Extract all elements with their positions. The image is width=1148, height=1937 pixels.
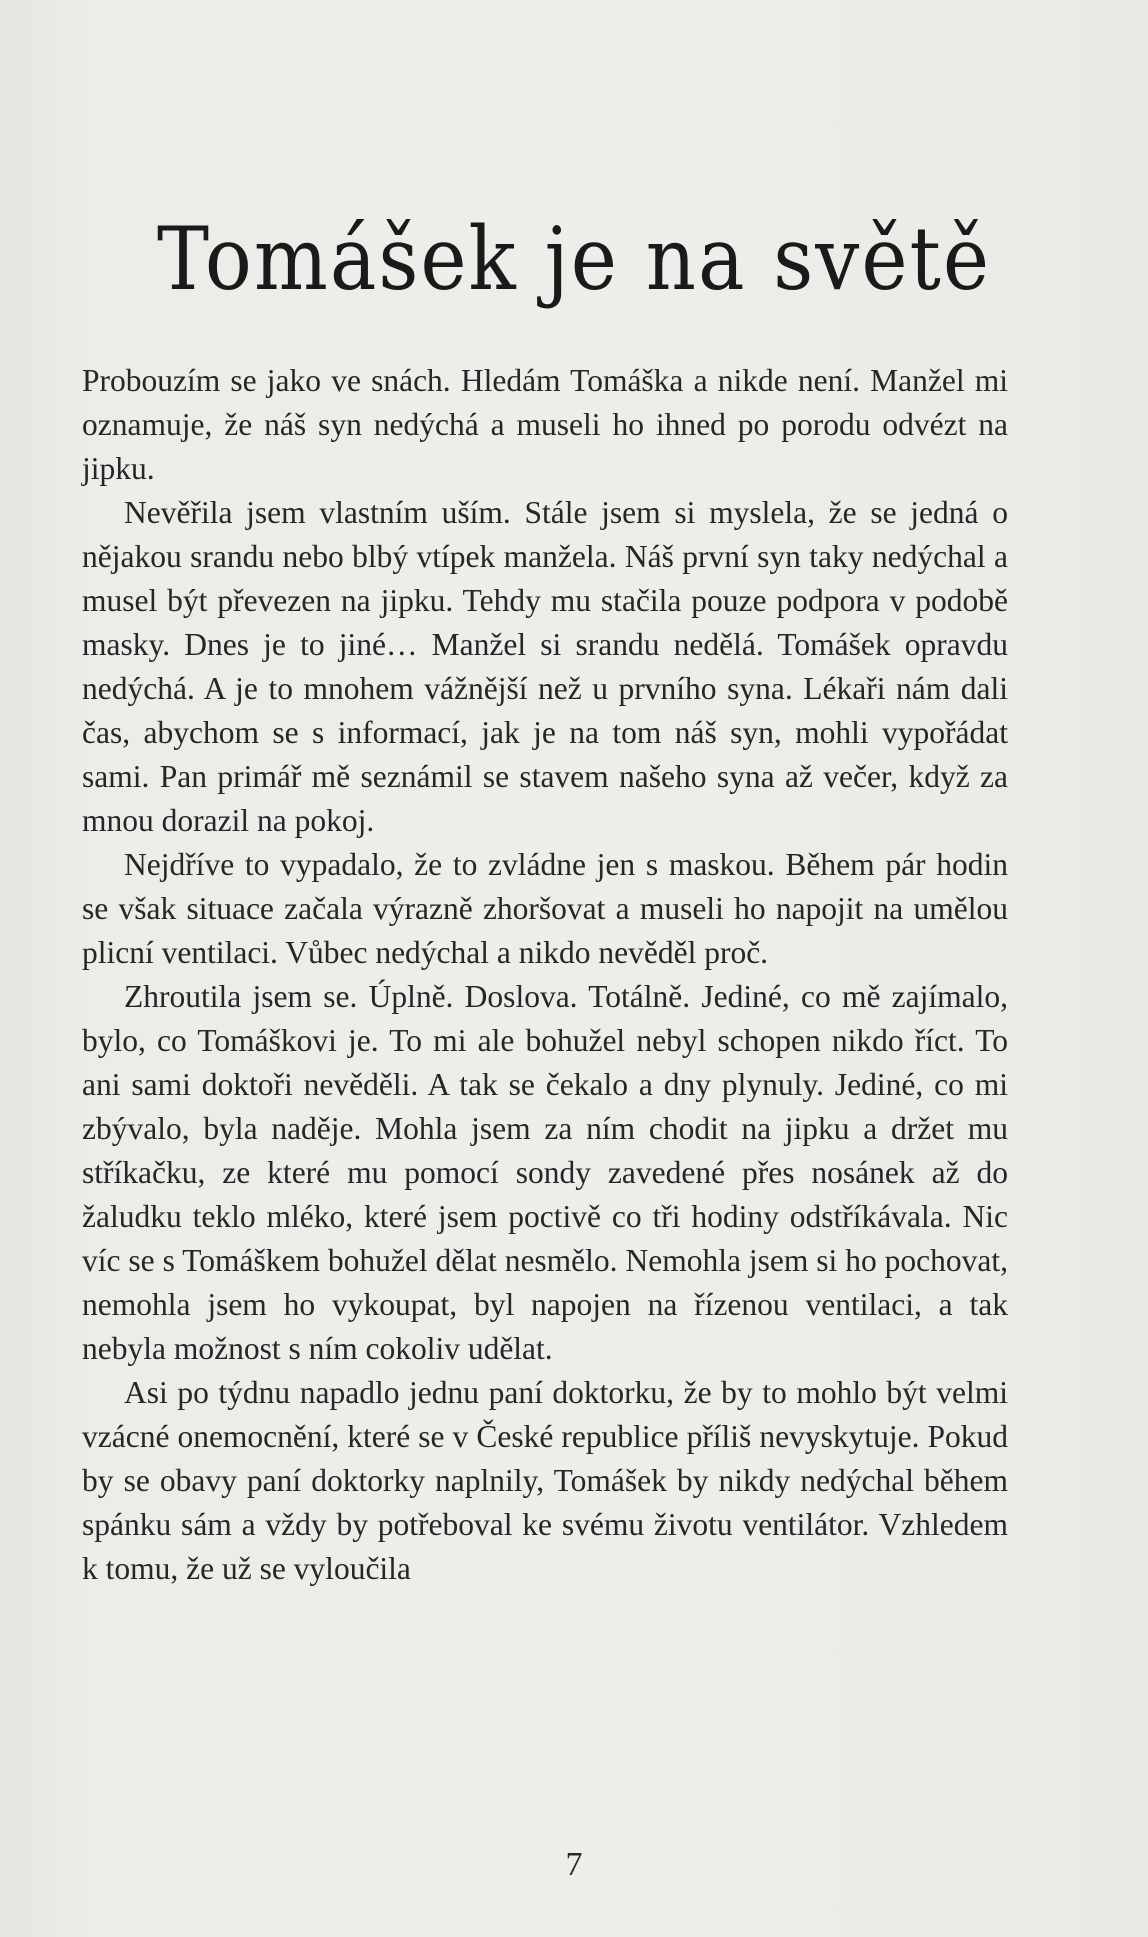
paragraph: Probouzím se jako ve snách. Hledám Tomáška a nikde není. Manžel mi oznamuje, že náš syn nedýchá a museli ho ihned po porodu odvézt na jipku. [82, 363, 1008, 486]
chapter-body [82, 359, 1008, 1591]
paragraph: Nevěřila jsem vlastním uším. Stále jsem si myslela, že se jedná o nějakou srandu nebo blbý vtípek manžela. Náš první syn taky nedýchal a musel být převezen na jipku. Tehdy mu stačila pouze podpora v podobě masky. Dnes je to jiné… Manžel si srandu nedělá. Tomášek opravdu nedýchá. A je to mnohem vážnější než u prvního syna. Lékaři nám dali čas, abychom se s informací, jak je na tom náš syn, mohli vypořádat sami. Pan primář mě seznámil se stavem našeho syna až večer, když za mnou dorazil na pokoj. [82, 495, 1008, 838]
paragraph: Asi po týdnu napadlo jednu paní doktorku, že by to mohlo být velmi vzácné onemocnění, které se v České republice příliš nevyskytuje. Pokud by se obavy paní doktorky naplnily, Tomášek by nikdy nedýchal během spánku sám a vždy by potřeboval ke svému životu ventilátor. Vzhledem k tomu, že už se vyloučila [82, 1375, 1008, 1586]
paragraph: Nejdříve to vypadalo, že to zvládne jen s maskou. Během pár hodin se však situace začala výrazně zhoršovat a museli ho napojit na umělou plicní ventilaci. Vůbec nedýchal a nikdo nevěděl proč. [82, 847, 1008, 970]
page-number: 7 [565, 1846, 583, 1883]
paragraph: Zhroutila jsem se. Úplně. Doslova. Totálně. Jediné, co mě zajímalo, bylo, co Tomáškovi je. To mi ale bohužel nebyl schopen nikdo říct. To ani sami doktoři nevěděli. A tak se čekalo a dny plynuly. Jediné, co mi zbývalo, byla naděje. Mohla jsem za ním chodit na jipku a držet mu stříkačku, ze které mu pomocí sondy zavedené přes nosánek až do žaludku teklo mléko, které jsem poctivě co tři hodiny odstříkávala. Nic víc se s Tomáškem bohužel dělat nesmělo. Nemohla jsem si ho pochovat, nemohla jsem ho vykoupat, byl napojen na řízenou ventilaci, a tak nebyla možnost s ním cokoliv udělat. [82, 979, 1008, 1366]
chapter-title: Tomášek je na světě [156, 209, 992, 311]
